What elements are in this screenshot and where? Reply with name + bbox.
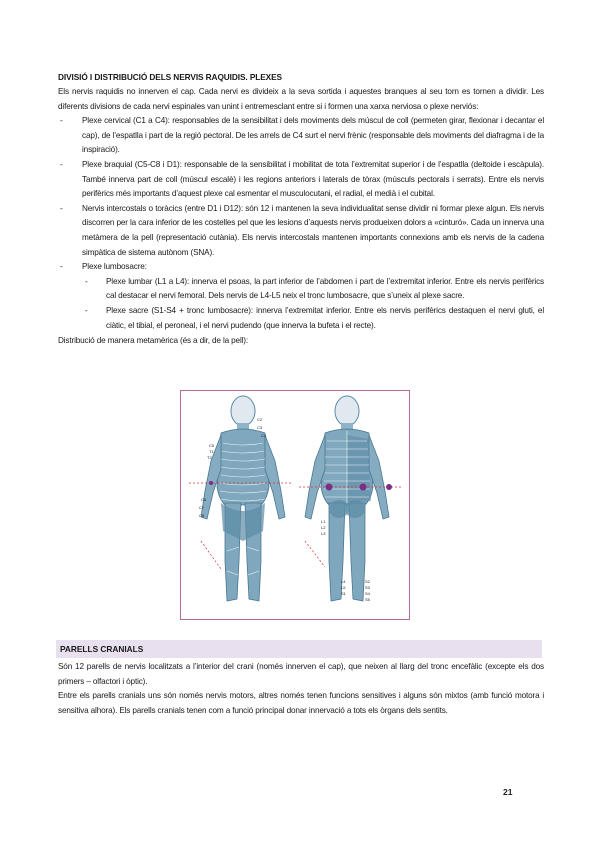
figure-caption: Distribució de manera metamèrica (és a dir, de la pell): [58,336,249,346]
sublist [82,275,544,333]
label: S3 [365,585,370,590]
paragraph: Entre els parells cranials uns són només nervis motors, altres només tenen funcions sensitives i alguns són mixtos (amb funció motora i sensitiva alhora). Els parells cranials tenen com a funció principal donar innervació a tots els òrgans dels sentits. [58,691,544,715]
label: S5 [365,597,370,602]
label: T1 [209,449,214,454]
label: C6 [201,497,207,502]
paragraph: Són 12 parells de nervis localitzats a l’interior del crani (només innerven el cap), que neixen al llarg del tronc encefàlic (excepte els dos primers – olfactori i òptic). [58,662,544,686]
section-cranial-nerves [58,660,544,718]
section-dermatomes [58,72,544,349]
section-title: PARELLS CRANIALS [60,644,144,654]
dermatome-illustration [181,391,409,619]
label: S2 [365,579,370,584]
list-item-label: Plexe lumbosacre: [82,262,147,272]
label: L5 [341,585,346,590]
intro-paragraph: Els nervis raquidis no innerven el cap. Cada nervi es divideix a la seva sortida i aquestes branques al seu torn es tornen a dividir. Les diferents divisions de cada nervi espinales van unint i entremesclant entre si i formen una xarxa nerviosa o plexe nerviós: [58,87,544,111]
list-item: - Nervis intercostals o toràcics (entre D1 i D12): són 12 i mantenen la seva individualitat sense dividir ni formar plexe algun. Els nervis discorren per la cara inferior de les costelles pel que les lesions d’aquests nervis produeixen dolors a «cinturó». Cada un innerva una metàmera de la pell (representació cutània). Els nervis intercostals mantenen importants connexions amb els nervis de la cadena simpàtica de sistema autònom (SNA). [58,202,544,260]
sublist-item: - Plexe sacre (S1-S4 + tronc lumbosacre): innerva l’extremitat inferior. Entre els nervis perifèrics destaquen el nervi gluti, el ciàtic, el tibial, el peroneal, i el nervi pudendo (que innerva la bufeta i el recte). [82,304,544,333]
label: C5 [209,443,215,448]
label: T2 [207,455,212,460]
label: C2 [257,417,263,422]
label: S4 [365,591,370,596]
label: C4 [261,433,267,438]
label: L4 [341,579,346,584]
label: S1 [341,591,346,596]
section-title: DIVISIÓ I DISTRIBUCIÓ DELS NERVIS RAQUIDIS. PLEXES [58,72,282,82]
dermatome-figure [180,390,410,620]
page-number: 21 [503,787,513,797]
sublist-item: - Plexe lumbar (L1 a L4): innerva el psoas, la part inferior de l’abdomen i part de l’extremitat inferior. Entre els nervis perifèrics cal destacar el nervi femoral. Dels nervis de L4-L5 neix el tronc lumbosacre, que s’uneix al plexe sacre. [82,275,544,304]
label: C7 [199,505,205,510]
label: L3 [321,531,326,536]
plexus-list [58,114,544,333]
label: C8 [199,513,205,518]
list-item [58,260,544,333]
front-body [201,396,285,601]
label: L1 [321,519,326,524]
list-item: - Plexe braquial (C5-C8 i D1): responsable de la sensibilitat i mobilitat de tota l’extremitat superior i de l’espatlla (deltoide i escàpula). També innerva part de coll (múscul escalè) i les regions anteriors i laterals de tòrax (músculs pectorals i serrats). Entre els nervis perifèrics més importants d’aquest plexe cal esmentar el musculocutani, el radial, el medià i el cubital. [58,158,544,202]
back-body [305,396,389,601]
list-item: - Plexe cervical (C1 a C4): responsables de la sensibilitat i dels moviments dels múscul de coll (permeten girar, flexionar i decantar el cap), de l’espatlla i part de la regió pectoral. De les arrels de C4 surt el nervi frènic (responsable dels moviments del diafragma i de la inspiració). [58,114,544,158]
label: C3 [257,425,263,430]
label: L2 [321,525,326,530]
